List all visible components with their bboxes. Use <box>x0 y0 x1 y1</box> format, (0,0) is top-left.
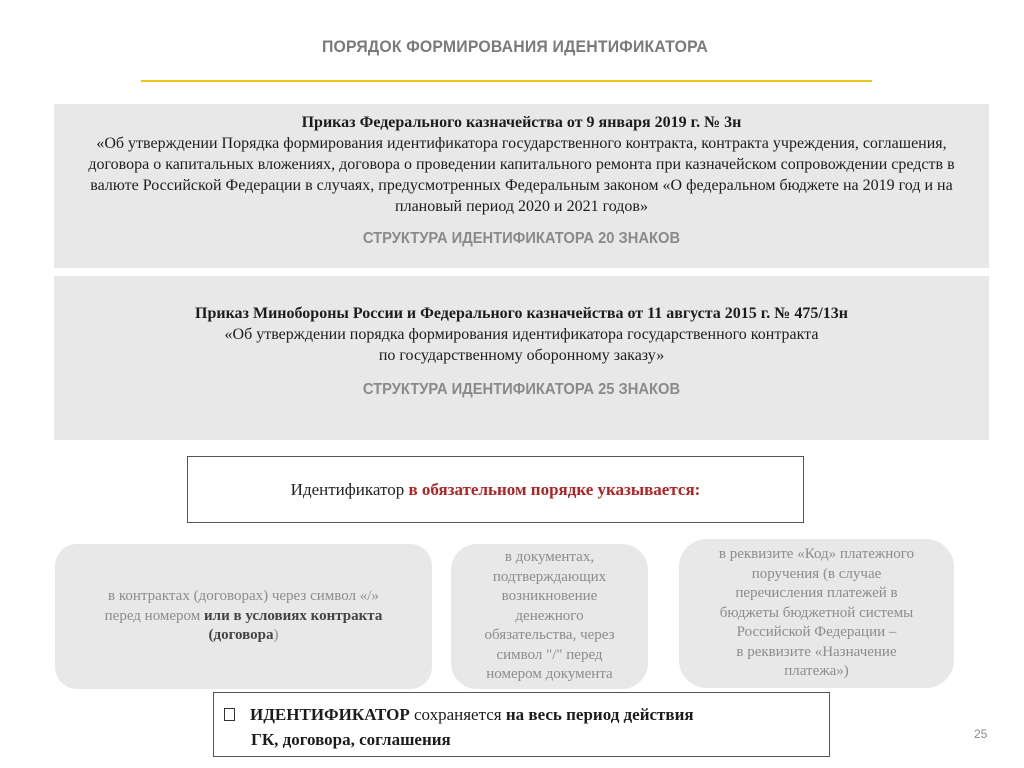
mandatory-highlight: в обязательном порядке указывается: <box>408 479 701 499</box>
case-line: в контрактах (договорах) через символ «/» <box>108 588 379 605</box>
checkbox-icon <box>224 708 235 721</box>
case-line: символ "/" перед <box>496 646 603 663</box>
case-line: в документах, <box>504 549 595 566</box>
case-line: номером документа <box>486 666 613 683</box>
case-line: ) <box>273 627 279 644</box>
page-number: 25 <box>974 727 988 741</box>
case-line: в реквизите «Код» платежного <box>718 546 915 563</box>
case-line: обязательства, через <box>484 627 615 644</box>
mandatory-statement <box>187 456 804 523</box>
case-line-bold: (договора <box>208 627 274 644</box>
case-line: поручения (в случае <box>751 565 882 582</box>
order-description: «Об утверждении Порядка формирования идентификатора государственного контракта, контракта учреждения, соглашения, договора о капитальных вложениях, договора о проведении капитального ремонта при казначейском сопровождении средств в валюте Российской Федерации в случаях, предусмотренных Федеральным законом «О федеральном бюджете на 2019 год и на плановый период 2020 и 2021 годов» <box>88 135 955 215</box>
case-line: перед номером <box>104 607 205 624</box>
case-line: в реквизите «Назначение <box>736 643 897 660</box>
case-line: платежа») <box>784 663 849 680</box>
identifier-retention-note <box>213 692 830 757</box>
page-title: ПОРЯДОК ФОРМИРОВАНИЯ ИДЕНТИФИКАТОРА <box>321 37 709 56</box>
case-line: Российской Федерации – <box>736 624 897 641</box>
order-description-line: по государственному оборонному заказу» <box>378 347 665 364</box>
note-bold: на весь период действия <box>505 705 694 724</box>
note-plain: сохраняется <box>409 705 506 724</box>
mandatory-prefix: Идентификатор <box>290 479 409 499</box>
case-line: подтверждающих <box>492 568 607 585</box>
case-documents <box>451 544 648 689</box>
structure-label: СТРУКТУРА ИДЕНТИФИКАТОРА 25 ЗНАКОВ <box>362 381 681 398</box>
order-panel-treasury <box>54 104 989 268</box>
order-description-line: «Об утверждении порядка формирования идентификатора государственного контракта <box>224 326 819 343</box>
case-line: денежного <box>515 607 584 624</box>
case-line: перечисления платежей в <box>735 585 898 602</box>
order-title: Приказ Федерального казначейства от 9 января 2019 г. № 3н <box>301 114 742 131</box>
case-line: возникновение <box>501 588 598 605</box>
case-line: бюджеты бюджетной системы <box>719 604 914 621</box>
structure-label: СТРУКТУРА ИДЕНТИФИКАТОРА 20 ЗНАКОВ <box>362 230 681 247</box>
case-payment-order <box>679 539 954 688</box>
title-underline <box>141 80 872 82</box>
order-title: Приказ Минобороны России и Федерального казначейства от 11 августа 2015 г. № 475/13н <box>195 305 848 322</box>
note-bold: ИДЕНТИФИКАТОР <box>250 705 410 724</box>
order-panel-defense <box>54 276 989 440</box>
case-line-bold: или в условиях контракта <box>204 607 383 624</box>
note-line2: ГК, договора, соглашения <box>251 730 451 749</box>
case-contracts <box>55 544 432 689</box>
